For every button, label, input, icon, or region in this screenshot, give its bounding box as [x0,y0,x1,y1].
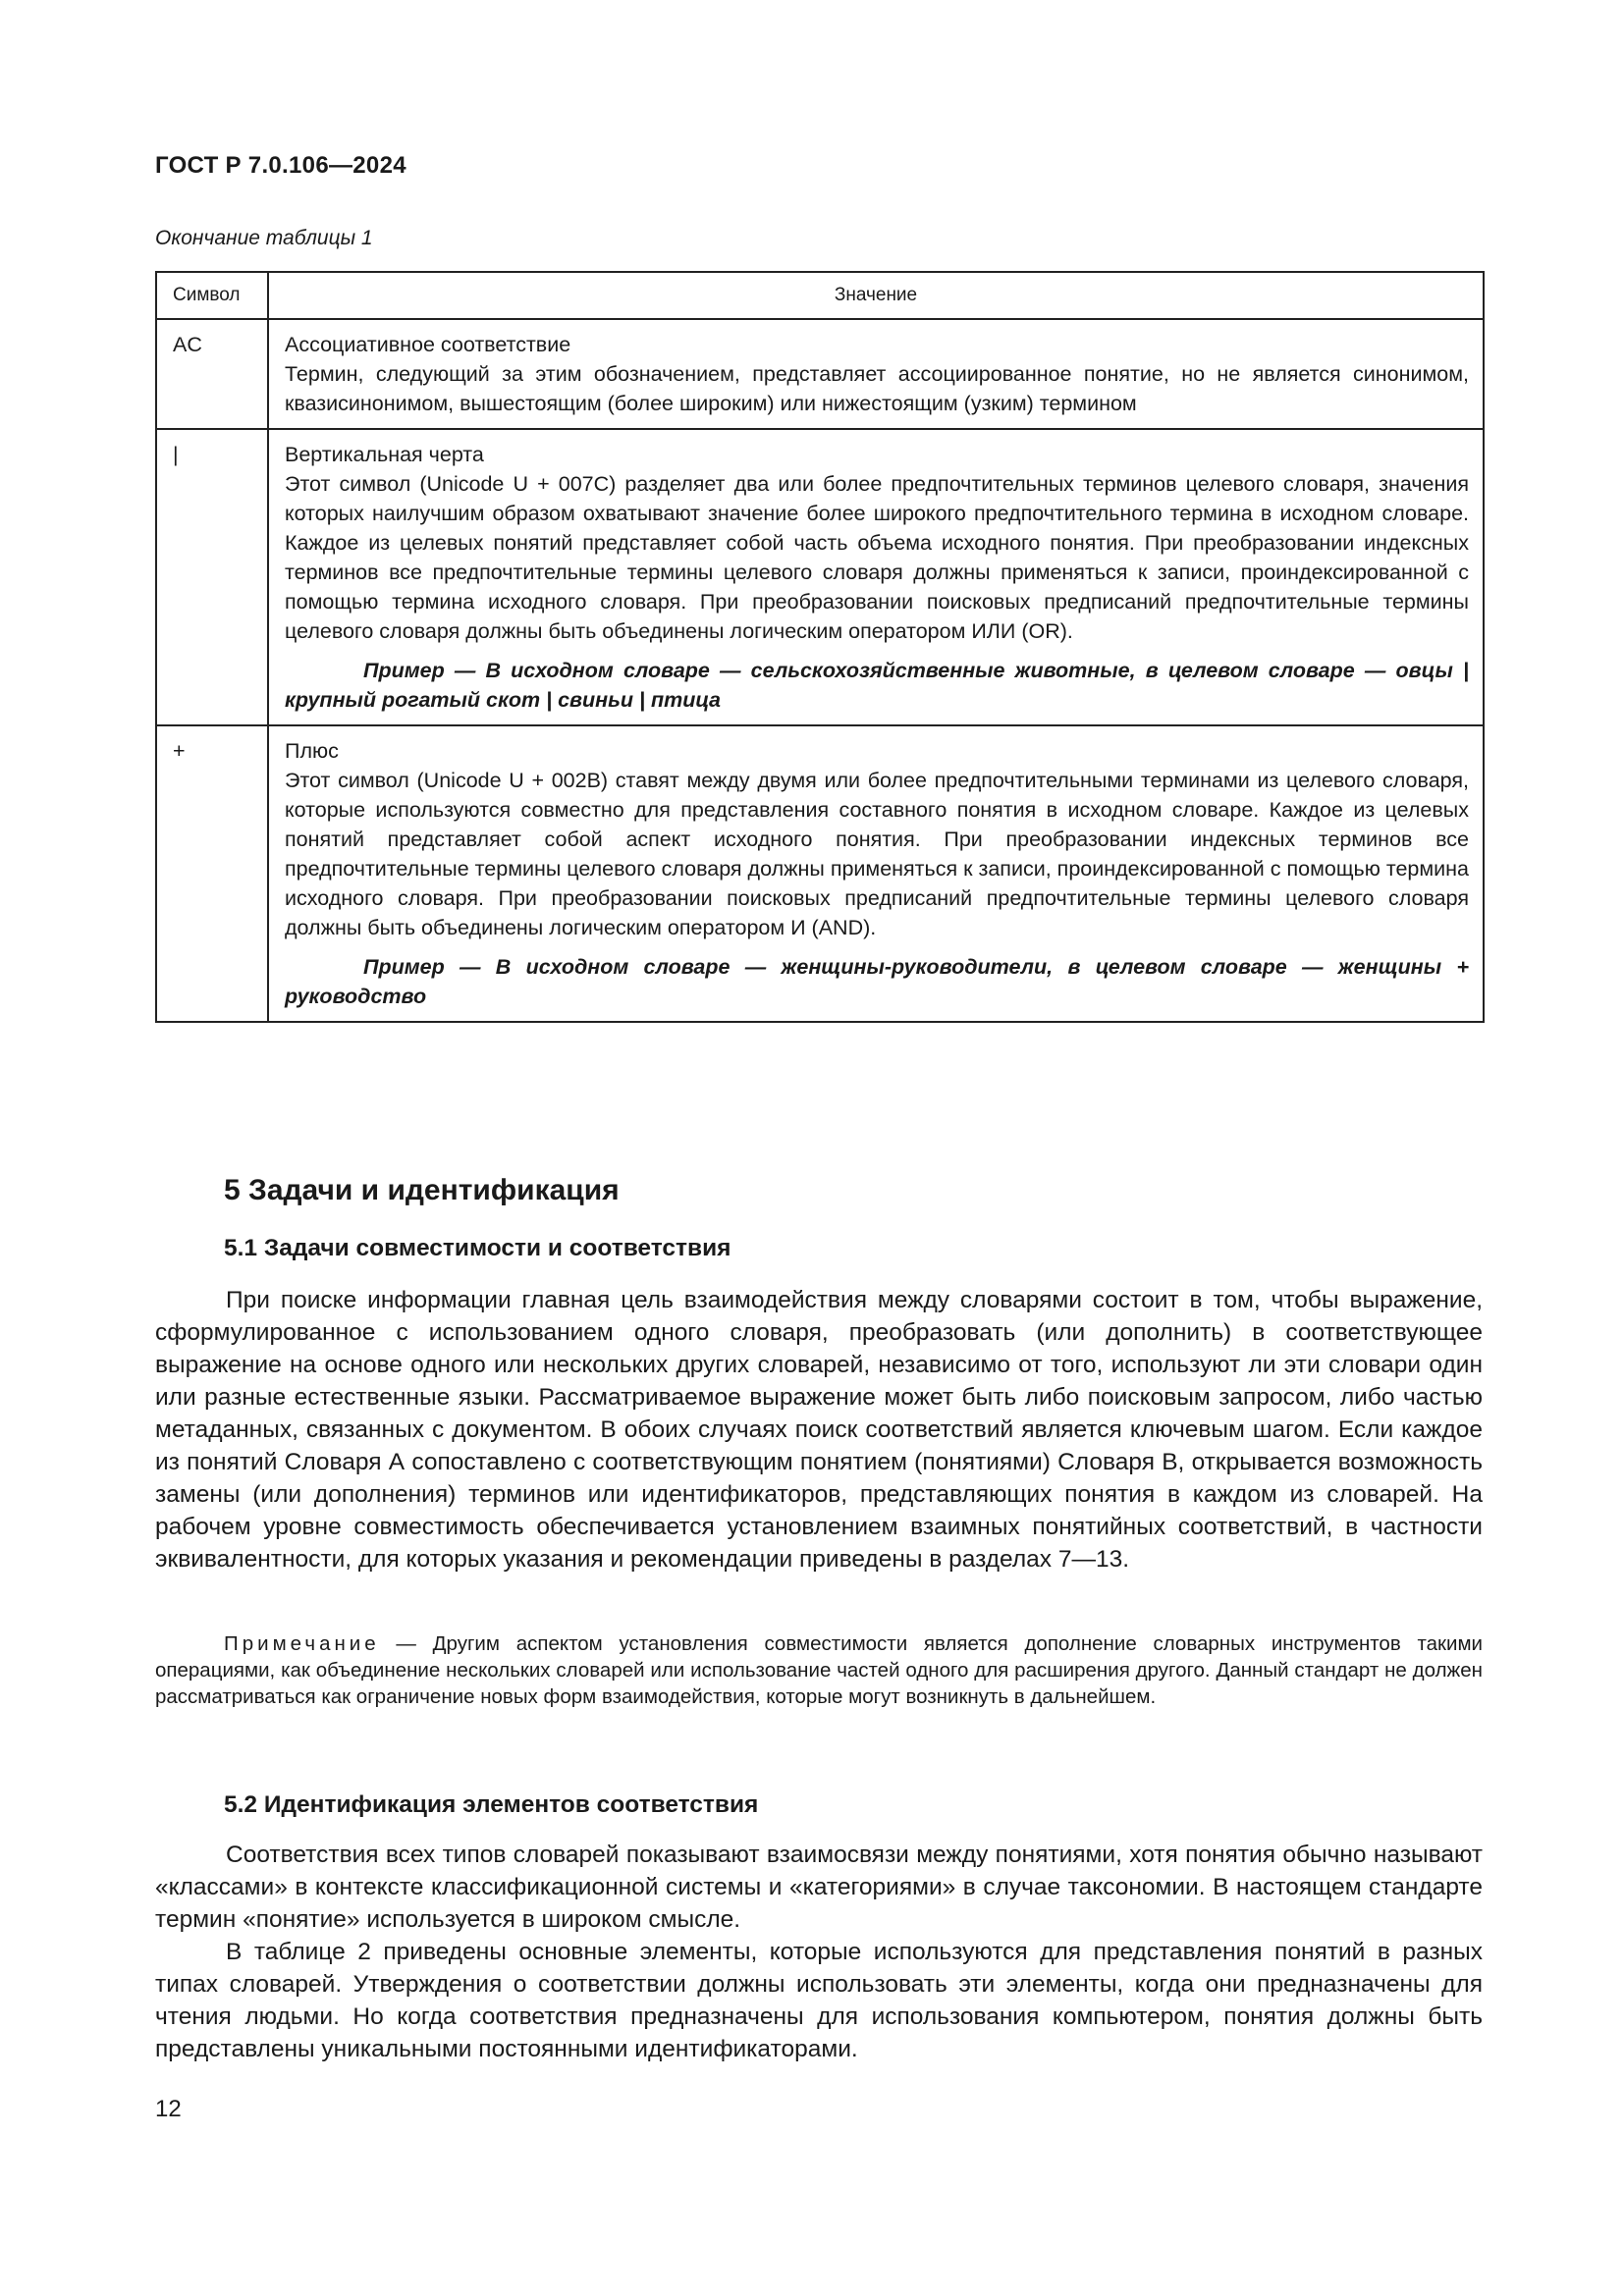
paragraph: Соответствия всех типов словарей показывают взаимосвязи между понятиями, хотя понятия обычно называют «классами» в контексте классификационной системы и «категориями» в случае таксономии. В настоящем стандарте термин «понятие» используется в широком смысле. [155,1842,1483,1933]
section-heading: 5 Задачи и идентификация [224,1174,620,1206]
table-row [156,319,1484,429]
paragraph: При поиске информации главная цель взаимодействия между словарями состоит в том, чтобы выражение, сформулированное с использованием одного словаря, преобразовать (или дополнить) в соответствующее выражение на основе одного или нескольких других словарей, независимо от того, используют ли эти словари один или разные естественные языки. Рассматриваемое выражение может быть либо поисковым запросом, либо частью метаданных, связанных с документом. В обоих случаях поиск соответствий является ключевым шагом. Если каждое из понятий Словаря А сопоставлено с соответствующим понятием (понятиями) Словаря В, открывается возможность замены (или дополнения) терминов или идентификаторов, представляющих понятия в каждом из словарей. На рабочем уровне совместимость обеспечивается установлением взаимных понятийных соответствий, в частности эквивалентности, для которых указания и рекомендации приведены в разделах 7—13. [155,1287,1483,1573]
row-text: Термин, следующий за этим обозначением, представляет ассоциированное понятие, но не является синонимом, квазисинонимом, вышестоящим (более широким) или нижестоящим (узким) термином [285,362,1469,415]
column-header-symbol: Символ [156,272,268,319]
row-text: Этот символ (Unicode U + 002B) ставят между двумя или более предпочтительными терминами из целевого словаря, которые используются совместно для представления составного понятия в исходном словаре. Каждое из целевых понятий представляет собой аспект исходного понятия. При преобразовании индексных терминов все предпочтительные термины целевого словаря должны применяться к записи, проиндексированной с помощью термина исходного словаря. При преобразовании поисковых предписаний предпочтительные термины целевого словаря должны быть объединены логическим оператором И (AND). [285,769,1469,939]
note-label: Примечание [224,1632,380,1655]
row-value [268,725,1484,1022]
paragraph-5-1 [155,1284,1483,1575]
row-title: Вертикальная черта [285,443,484,466]
paragraph: В таблице 2 приведены основные элементы, которые используются для представления понятий в разных типах словарей. Утверждения о соответствии должны использовать эти элементы, когда они предназначены для чтения людьми. Но когда соответствия предназначены для использования компьютером, понятия должны быть представлены уникальными постоянными идентификаторами. [155,1939,1483,2062]
document-header: ГОСТ Р 7.0.106—2024 [155,152,406,179]
table-caption: Окончание таблицы 1 [155,227,373,249]
row-value [268,429,1484,725]
table-row [156,429,1484,725]
row-title: Плюс [285,739,339,763]
paragraphs-5-2 [155,1839,1483,2065]
column-header-value: Значение [268,272,1484,319]
row-symbol: AC [156,319,268,429]
row-title: Ассоциативное соответствие [285,333,571,356]
row-value [268,319,1484,429]
subsection-heading-5-1: 5.1 Задачи совместимости и соответствия [224,1235,731,1261]
row-text: Этот символ (Unicode U + 007C) разделяет два или более предпочтительных терминов целевого словаря, значения которых наилучшим образом охватывают значение более широкого предпочтительного термина в исходном словаре. Каждое из целевых понятий представляет собой часть объема исходного понятия. При преобразовании индексных терминов все предпочтительные термины целевого словаря должны применяться к записи, проиндексированной с помощью термина исходного словаря. При преобразовании поисковых предписаний предпочтительные термины целевого словаря должны быть объединены логическим оператором ИЛИ (OR). [285,472,1469,643]
note-text: — Другим аспектом установления совместимости является дополнение словарных инструментов такими операциями, как объединение нескольких словарей или использование частей одного для расширения другого. Данный стандарт не должен рассматриваться как ограничение новых форм взаимодействия, которые могут возникнуть в дальнейшем. [155,1632,1483,1708]
row-symbol: | [156,429,268,725]
row-example: Пример — В исходном словаре — женщины-руководители, в целевом словаре — женщины + руководство [285,955,1469,1008]
note [155,1630,1483,1710]
table-row [156,725,1484,1022]
page-number: 12 [155,2096,182,2122]
table-header-row [156,272,1484,319]
row-example: Пример — В исходном словаре — сельскохозяйственные животные, в целевом словаре — овцы | крупный рогатый скот | свиньи | птица [285,659,1469,712]
symbols-table [155,271,1485,1023]
subsection-heading-5-2: 5.2 Идентификация элементов соответствия [224,1791,759,1818]
row-symbol: + [156,725,268,1022]
